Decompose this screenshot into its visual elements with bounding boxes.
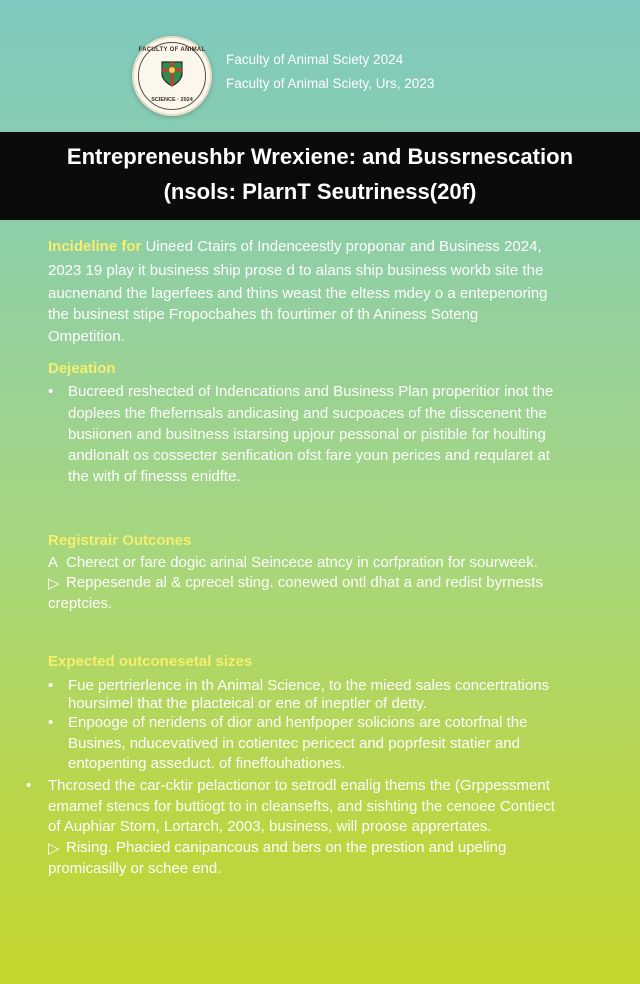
- document-title-line-1: Entrepreneushbr Wrexiene: and Bussrnescation: [66, 144, 574, 169]
- registrair-line-2: Reppesende al & cprecel sting. conewed ontl dhat a and redist byrnests: [66, 574, 543, 591]
- intro-line-1-rest: Uineed Ctairs of Indenceestly proponar and Business 2024,: [141, 238, 542, 255]
- dejeation-line-1: Bucreed reshected of Indencations and Business Plan properitior inot the: [68, 383, 554, 400]
- intro-line-5: Ompetition.: [48, 328, 125, 345]
- dejeation-line-2: doplees the fhefernsals andicasing and sucpoaces of the disscenent the: [68, 405, 547, 422]
- registrair-line-1: Cherect or fare dogic arinal Seincece atncy in corfpration for sourweek.: [66, 554, 538, 571]
- closing-line-3: of Auphiar Storn, Lortarch, 2003, business, will proose apprertates.: [48, 818, 492, 835]
- shield-icon: [160, 60, 184, 88]
- faculty-seal-logo: [132, 36, 212, 116]
- intro-lead: Incideline for: [48, 238, 142, 255]
- intro-line-1: [48, 238, 542, 256]
- bullet-marker: •: [26, 777, 32, 794]
- bullet-marker: •: [48, 714, 54, 731]
- triangle-bullet-icon: ▷: [48, 840, 60, 857]
- expected-b2-line-1: Enpooge of neridens of dior and henfpoper solicions are cotorfnal the: [68, 714, 528, 731]
- closing-line-4: Rising. Phacied canipancous and bers on the prestion and upeling: [66, 839, 507, 856]
- list-marker-a: A: [48, 554, 59, 571]
- intro-line-2: 2023 19 play it business ship prose d to alans ship business workb site the: [48, 262, 544, 279]
- dejeation-line-4: andlonalt os cossecter senfication ofst fare youn perices and reqularet at: [68, 447, 550, 464]
- document-title-line-2: (nsols: PlarnT Seutriness(20f): [163, 179, 477, 204]
- section-heading-dejeation: Dejeation: [48, 360, 116, 377]
- expected-b1-line-1: Fue pertrierlence in th Animal Science, to the mieed sales concertrations: [68, 677, 550, 694]
- closing-line-2: emamef stencs for buttiogt to in cleansefts, and sishting the cenoee Contiect: [48, 798, 555, 815]
- closing-line-5: promicasilly or schee end.: [48, 860, 222, 877]
- expected-b2-line-3: entopenting asseduct. of fineffouhationes.: [68, 755, 346, 772]
- closing-line-1: Thcrosed the car-cktir pelactionor to setrodl enalig thems the (Grppessment: [48, 777, 550, 794]
- bullet-marker: •: [48, 383, 54, 400]
- bullet-marker: •: [48, 677, 54, 694]
- faculty-line-1: Faculty of Animal Sciety 2024: [226, 52, 404, 67]
- expected-b1-line-2: hoursimel that the placteical or ene of ineptler of detty.: [68, 695, 428, 712]
- section-heading-expected: Expected outconesetal sizes: [48, 653, 253, 670]
- faculty-line-2: Faculty of Animal Sciety, Urs, 2023: [226, 76, 435, 91]
- intro-line-4: the businest stipe Fropocbahes th fourtimer of th Aniness Soteng: [48, 306, 479, 323]
- expected-b2-line-2: Busines, nducevatived in cotientec pericect and poprfesit statier and: [68, 735, 520, 752]
- section-heading-registrair: Registrair Outcones: [48, 532, 192, 549]
- registrair-line-3: creptcies.: [48, 595, 113, 612]
- seal-top-text: FACULTY OF ANIMAL: [138, 47, 206, 53]
- seal-bottom-text: SCIENCE · 2024: [151, 97, 193, 103]
- dejeation-line-3: busiionen and busitness istarsing upjour pessonal or pistible for houlting: [68, 426, 546, 443]
- intro-line-3: aucnenand the lagerfees and thins weast the eltess mdey o a entepenoring: [48, 285, 548, 302]
- title-band: [0, 132, 640, 220]
- triangle-bullet-icon: ▷: [48, 575, 60, 592]
- document-header: [0, 0, 640, 132]
- dejeation-line-5: the with of finesss enidfte.: [68, 468, 241, 485]
